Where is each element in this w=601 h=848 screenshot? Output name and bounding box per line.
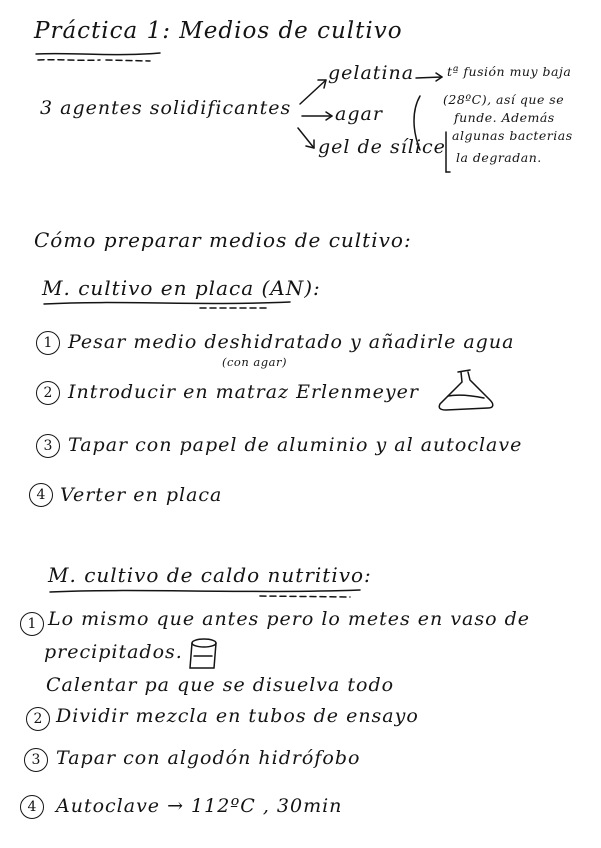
caldo-step-4: Autoclave → 112ºC , 30min — [56, 795, 343, 817]
caldo-step-1: Lo mismo que antes pero lo metes en vaso de — [48, 608, 531, 630]
title-underline-dashed — [38, 60, 150, 61]
caldo-step-3-number: 3 — [24, 748, 48, 772]
agent-agar: agar — [335, 103, 383, 125]
note-line-3: funde. Además — [454, 110, 555, 125]
agent-gelatina: gelatina — [328, 62, 415, 84]
caldo-heading: M. cultivo de caldo nutritivo: — [48, 563, 372, 587]
placa-step-1-number: 1 — [36, 331, 60, 355]
caldo-step-2: Dividir mezcla en tubos de ensayo — [56, 705, 419, 727]
placa-step-4-number: 4 — [29, 483, 53, 507]
title-underline — [36, 53, 160, 55]
placa-step-1: Pesar medio deshidratado y añadirle agua — [68, 331, 515, 353]
erlenmeyer-flask-icon — [439, 370, 493, 410]
placa-step-2: Introducir en matraz Erlenmeyer — [68, 381, 419, 403]
bracket-left — [414, 96, 420, 150]
placa-step-4: Verter en placa — [60, 484, 223, 506]
beaker-icon — [190, 639, 216, 668]
placa-step-2-number: 2 — [36, 381, 60, 405]
note-line-2: (28ºC), así que se — [443, 92, 565, 107]
caldo-step-4-number: 4 — [20, 795, 44, 819]
arrow-to-gel — [298, 128, 314, 148]
placa-step-3: Tapar con papel de aluminio y al autoclave — [68, 434, 523, 456]
placa-heading: M. cultivo en placa (AN): — [42, 276, 321, 300]
caldo-step-1-cont: precipitados. — [44, 641, 183, 663]
agents-label: 3 agentes solidificantes — [40, 97, 292, 119]
note-line-4: algunas bacterias — [452, 128, 573, 143]
arrow-to-gelatina — [300, 80, 326, 104]
placa-step-3-number: 3 — [36, 434, 60, 458]
agent-gel-silice: gel de sílice — [318, 136, 446, 158]
placa-heading-underline — [44, 302, 290, 304]
placa-step-1-sub: (con agar) — [222, 355, 287, 369]
caldo-step-3: Tapar con algodón hidrófobo — [56, 747, 361, 769]
arrow-to-note — [416, 77, 442, 78]
how-to-heading: Cómo preparar medios de cultivo: — [34, 228, 412, 252]
caldo-step-2-number: 2 — [26, 707, 50, 731]
note-line-5: la degradan. — [456, 150, 542, 165]
caldo-step-1-number: 1 — [20, 612, 44, 636]
note-line-1: tª fusión muy baja — [447, 64, 572, 79]
caldo-step-1-extra: Calentar pa que se disuelva todo — [46, 674, 395, 696]
caldo-heading-underline — [50, 590, 360, 592]
page-title: Práctica 1: Medios de cultivo — [34, 18, 403, 44]
